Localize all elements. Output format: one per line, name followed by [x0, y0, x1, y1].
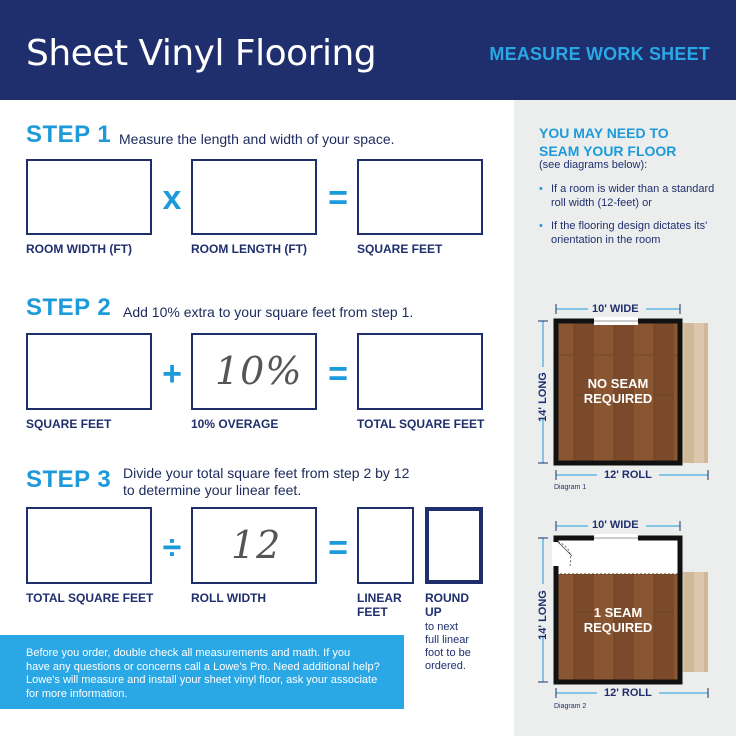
linear-feet-label-line2: FEET	[357, 605, 388, 619]
order-note-line3: Lowe's will measure and install your sheet vinyl floor, ask your associate	[26, 674, 378, 686]
room-length-box[interactable]	[191, 159, 317, 235]
equals-operator: =	[328, 179, 348, 217]
step2-square-feet-box[interactable]	[26, 333, 152, 410]
square-feet-box[interactable]	[357, 159, 483, 235]
roll-width-label: ROLL WIDTH	[191, 591, 267, 605]
round-up-label-line1: ROUND	[425, 591, 469, 605]
round-up-note-line1: to next	[425, 621, 459, 633]
order-note-box	[0, 635, 404, 709]
total-square-feet-label: TOTAL SQUARE FEET	[357, 417, 485, 431]
overage-label: 10% OVERAGE	[191, 417, 279, 431]
round-up-note-line3: foot to be	[425, 647, 471, 659]
step3-total-square-feet-box[interactable]	[26, 507, 152, 584]
seam-heading-line1: YOU MAY NEED TO	[539, 125, 669, 141]
round-up-note-line4: ordered.	[425, 660, 466, 672]
page-subtitle: MEASURE WORK SHEET	[489, 44, 710, 64]
step3-description-line2: to determine your linear feet.	[123, 482, 302, 498]
step2-description: Add 10% extra to your square feet from step 1.	[123, 304, 414, 320]
seam-bullet-list	[539, 182, 719, 256]
step1-number: STEP 1	[26, 121, 112, 148]
diagram2-caption: Diagram 2	[554, 703, 587, 710]
plus-operator: +	[162, 355, 182, 393]
step2-number: STEP 2	[26, 294, 112, 321]
order-note-line4: for more information.	[26, 687, 128, 700]
step3-number: STEP 3	[26, 466, 112, 493]
roll-width-box[interactable]	[191, 507, 317, 584]
diagram2-width-label: 10' WIDE	[592, 519, 639, 531]
step3-description-line1: Divide your total square feet from step 2 by 12	[123, 465, 410, 481]
diagram2-length-label: 14' LONG	[537, 590, 549, 640]
room-width-box[interactable]	[26, 159, 152, 235]
step3-total-square-feet-label: TOTAL SQUARE FEET	[26, 591, 154, 605]
equals-operator: =	[328, 355, 348, 393]
seam-heading-line2: SEAM YOUR FLOOR	[539, 143, 677, 159]
square-feet-label: SQUARE FEET	[357, 242, 443, 256]
diagram1-room-label-line1: NO SEAM	[587, 376, 649, 391]
round-up-box[interactable]	[425, 507, 483, 584]
diagram2-roll-label: 12' ROLL	[604, 687, 652, 699]
diagram2-room-label-line2: REQUIRED	[583, 620, 653, 635]
overage-box[interactable]	[191, 333, 317, 410]
diagram1-length-label: 14' LONG	[537, 372, 549, 422]
seam-bullet-1: • If a room is wider than a standard roll width (12-feet) or	[539, 182, 719, 210]
diagram1-room-label	[556, 376, 680, 406]
diagram1-caption: Diagram 1	[554, 484, 587, 491]
seam-bullet-2: • If the flooring design dictates its' orientation in the room	[539, 219, 719, 247]
diagram1-room-label-line2: REQUIRED	[583, 391, 653, 406]
multiply-operator: x	[162, 179, 182, 217]
equals-operator: =	[328, 529, 348, 567]
step1-description: Measure the length and width of your space.	[119, 131, 395, 147]
seam-heading	[539, 124, 676, 160]
header-bar	[0, 0, 736, 100]
total-square-feet-box[interactable]	[357, 333, 483, 410]
linear-feet-box[interactable]	[357, 507, 414, 584]
order-note-line1: Before you order, double check all measurements and math. If you	[26, 647, 351, 659]
seam-subheading: (see diagrams below):	[539, 159, 648, 171]
room-width-label: ROOM WIDTH (FT)	[26, 242, 132, 256]
overage-handwritten-value: 10%	[215, 349, 303, 393]
diagram1-roll-label: 12' ROLL	[604, 469, 652, 481]
room-length-label: ROOM LENGTH (FT)	[191, 242, 307, 256]
page-title: Sheet Vinyl Flooring	[26, 33, 377, 74]
round-up-label-line2: UP	[425, 605, 442, 619]
round-up-note-line2: full linear	[425, 634, 470, 646]
diagram1-width-label: 10' WIDE	[592, 303, 639, 315]
step2-square-feet-label: SQUARE FEET	[26, 417, 112, 431]
linear-feet-label-line1: LINEAR	[357, 591, 402, 605]
divide-operator: ÷	[162, 529, 182, 567]
diagram2-room-label-line1: 1 SEAM	[593, 605, 643, 620]
diagram2-room-label	[556, 605, 680, 635]
order-note-line2: have any questions or concerns call a Lowe's Pro. Need additional help?	[26, 660, 380, 673]
roll-width-handwritten-value: 12	[231, 523, 282, 567]
